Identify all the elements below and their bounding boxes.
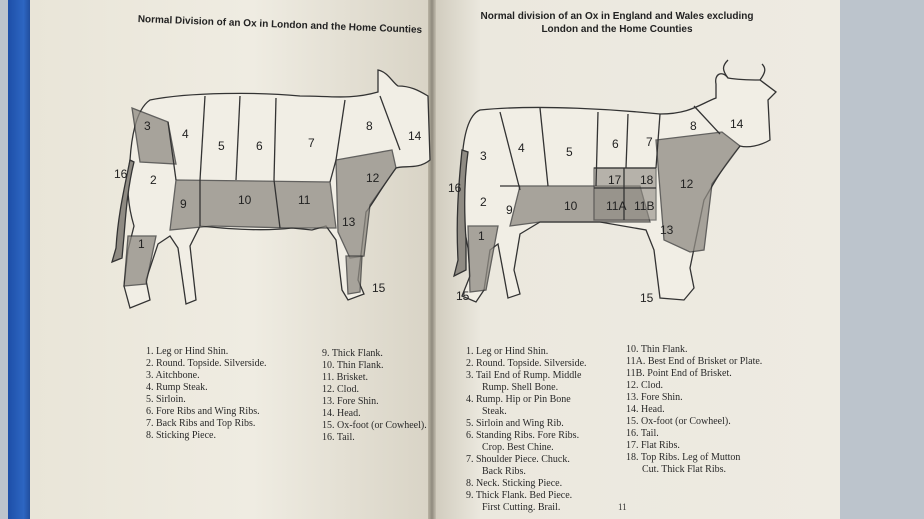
legend-item: 18. Top Ribs. Leg of Mutton (626, 452, 741, 463)
legend-item: 12. Clod. (626, 380, 663, 391)
legend-item: 13. Fore Shin. (626, 392, 683, 403)
cut-number-label: 2 (150, 173, 157, 187)
cut-number-label: 5 (218, 139, 225, 153)
legend-item: 3. Tail End of Rump. Middle (466, 370, 582, 381)
cut-number-label: 11 (298, 193, 311, 207)
legend-item: 10. Thin Flank. (322, 360, 384, 371)
legend-item: 2. Round. Topside. Silverside. (466, 358, 587, 369)
cut-number-label: 7 (308, 136, 315, 150)
left-ox-shaded-fore (336, 150, 396, 258)
legend-item: 2. Round. Topside. Silverside. (146, 358, 267, 369)
cut-number-label: 1 (138, 237, 145, 251)
legend-item: 1. Leg or Hind Shin. (146, 346, 229, 357)
cut-number-label: 15 (372, 281, 386, 295)
cut-number-label: 16 (448, 181, 462, 195)
right-legend-column-2 (626, 344, 762, 476)
legend-item: 6. Fore Ribs and Wing Ribs. (146, 406, 260, 417)
left-ox-shaded-foreleg (346, 256, 362, 294)
legend-item: 5. Sirloin and Wing Rib. (466, 418, 564, 429)
legend-item: 16. Tail. (322, 432, 355, 443)
legend-item: 11. Brisket. (322, 372, 369, 383)
legend-item: 11A. Best End of Brisket or Plate. (626, 356, 763, 367)
cut-number-label: 4 (518, 141, 525, 155)
legend-item: 7. Back Ribs and Top Ribs. (146, 418, 256, 429)
legend-item: Rump. Shell Bone. (482, 382, 559, 393)
cut-number-label: 13 (660, 223, 674, 237)
legend-item: 3. Aitchbone. (146, 370, 200, 381)
cut-number-label: 3 (144, 119, 151, 133)
legend-item: 14. Head. (626, 404, 665, 415)
page-number: 11 (618, 502, 627, 512)
legend-item: Crop. Best Chine. (482, 442, 554, 453)
legend-item: 15. Ox-foot (or Cowheel). (322, 420, 427, 431)
legend-item: 1. Leg or Hind Shin. (466, 346, 549, 357)
cut-number-label: 17 (608, 173, 622, 187)
cut-number-label: 14 (730, 117, 744, 131)
cut-number-label: 15 (456, 289, 470, 303)
cut-number-label: 15 (640, 291, 654, 305)
cut-number-label: 4 (182, 127, 189, 141)
right-title-line-1: Normal division of an Ox in England and Wales excluding (480, 11, 754, 22)
right-ox-horns (724, 60, 765, 80)
cut-number-label: 12 (366, 171, 380, 185)
cut-number-label: 16 (114, 167, 128, 181)
cut-number-label: 8 (690, 119, 697, 133)
legend-item: 16. Tail. (626, 428, 659, 439)
cut-number-label: 8 (366, 119, 373, 133)
left-ox-shaded-flank (170, 180, 336, 230)
legend-item: Steak. (482, 406, 507, 417)
cut-number-label: 7 (646, 135, 653, 149)
legend-item: 7. Shoulder Piece. Chuck. (466, 454, 570, 465)
right-legend-column-1 (466, 346, 587, 514)
cut-number-label: 12 (680, 177, 694, 191)
cut-number-label: 14 (408, 129, 422, 143)
legend-item: 9. Thick Flank. Bed Piece. (466, 490, 573, 501)
left-page-title: Normal Division of an Ox in London and the Home Counties (137, 14, 423, 36)
legend-item: 13. Fore Shin. (322, 396, 379, 407)
cut-number-label: 18 (640, 173, 654, 187)
legend-item: 11B. Point End of Brisket. (626, 368, 732, 379)
cut-number-label: 9 (506, 203, 513, 217)
legend-item: Cut. Thick Flat Ribs. (642, 464, 726, 475)
cut-number-label: 5 (566, 145, 573, 159)
legend-item: 6. Standing Ribs. Fore Ribs. (466, 430, 580, 441)
legend-item: 8. Sticking Piece. (146, 430, 216, 441)
legend-item: 9. Thick Flank. (322, 348, 383, 359)
cut-number-label: 6 (612, 137, 619, 151)
legend-item: First Cutting. Brail. (482, 502, 561, 513)
cut-number-label: 6 (256, 139, 263, 153)
cut-number-label: 13 (342, 215, 356, 229)
left-legend-column-2 (322, 348, 427, 444)
cut-number-label: 2 (480, 195, 487, 209)
left-legend-column-1 (146, 346, 267, 442)
legend-item: 10. Thin Flank. (626, 344, 688, 355)
legend-item: 4. Rump. Hip or Pin Bone (466, 394, 571, 405)
right-title-line-2: London and the Home Counties (541, 24, 693, 35)
left-ox-diagram (112, 70, 430, 308)
legend-item: 15. Ox-foot (or Cowheel). (626, 416, 731, 427)
legend-item: 8. Neck. Sticking Piece. (466, 478, 563, 489)
cut-number-label: 1 (478, 229, 485, 243)
legend-item: 12. Clod. (322, 384, 359, 395)
cut-number-label: 9 (180, 197, 187, 211)
cut-number-label: 10 (564, 199, 578, 213)
legend-item: 5. Sirloin. (146, 394, 186, 405)
legend-item: 4. Rump Steak. (146, 382, 208, 393)
cut-number-label: 3 (480, 149, 487, 163)
cut-number-label: 11B (634, 199, 655, 213)
cut-number-label: 10 (238, 193, 252, 207)
cut-number-label: 11A (606, 199, 627, 213)
legend-item: 14. Head. (322, 408, 361, 419)
legend-item: Back Ribs. (482, 466, 526, 477)
legend-item: 17. Flat Ribs. (626, 440, 680, 451)
